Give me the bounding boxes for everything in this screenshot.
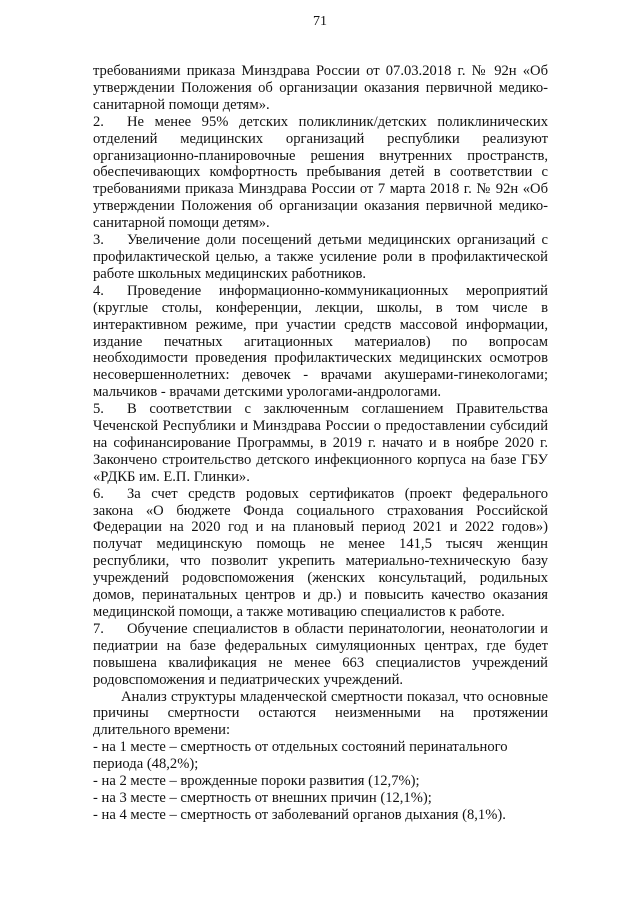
item-number: 4. — [93, 282, 104, 299]
list-item-3 — [93, 232, 548, 283]
item-text: За счет средств родовых сертификатов (проект федерального закона «О бюджете Фонда социального страхования Российской Федерации на 2020 год и на плановый период 2021 и 2022 годов») получат медицинскую помощь не менее 141,5 тысяч женщин республики, что позволит укрепить материально-техническую базу учреждений родовспоможения (женских консультаций, родильных домов, перинатальных центров и др.) и повысить качество оказания медицинской помощи, а также мотивацию специалистов к работе. — [93, 485, 548, 620]
item-number: 3. — [93, 232, 104, 249]
cause-line-3: - на 3 месте – смертность от внешних причин (12,1%); — [93, 789, 432, 806]
item-number: 7. — [93, 620, 104, 637]
cause-line-1: - на 1 месте – смертность от отдельных состояний перинатального периода (48,2%); — [93, 739, 508, 773]
item-text: В соответствии с заключенным соглашением Правительства Чеченской Республики и Минздрава России о предоставлении субсидий на софинансирование Программы, в 2019 г. начато и в ноябре 2020 г. Закончено строительство детского инфекционного корпуса на базе ГБУ «РДКБ им. Е.П. Глинки». — [93, 401, 548, 485]
list-item-5 — [93, 401, 548, 486]
item-number: 5. — [93, 401, 104, 418]
list-item-7 — [93, 621, 548, 689]
list-item-2 — [93, 114, 548, 232]
item-text: требованиями приказа Минздрава России от 07.03.2018 г. № 92н «Об утверждении Положения об организации оказания первичной медико-санитарной помощи детям». — [93, 63, 548, 113]
list-item-continuation — [93, 63, 548, 114]
page-content — [93, 63, 548, 824]
item-text: Не менее 95% детских поликлиник/детских поликлинических отделений медицинских организаций республики реализуют организационно-планировочные решения внутренних пространств, обеспечивающих комфортность пребывания детей в соответствии с требованиями приказа Минздрава России от 7 марта 2018 г. № 92н «Об утверждении Положения об организации оказания первичной медико-санитарной помощи детям». — [93, 113, 548, 232]
list-item-6 — [93, 486, 548, 621]
item-number: 6. — [93, 485, 104, 502]
list-item-4 — [93, 283, 548, 401]
item-number: 2. — [93, 113, 104, 130]
analysis-paragraph: Анализ структуры младенческой смертности показал, что основные причины смертности остаются неизменными на протяжении длительного времени: — [93, 688, 548, 739]
page-number: 71 — [313, 14, 327, 29]
item-text: Проведение информационно-коммуникационных мероприятий (круглые столы, конференции, лекции, школы, в том числе в интерактивном режиме, при участии средств массовой информации, издание печатных агитационных материалов) по вопросам необходимости проведения профилактических медицинских осмотров несовершеннолетних: девочек - врачами акушерами-гинекологами; мальчиков - врачами детскими урологами-андрологами. — [93, 282, 548, 401]
item-text: Обучение специалистов в области перинатологии, неонатологии и педиатрии на базе федеральных симуляционных центрах, где будет повышена квалификация не менее 663 специалистов учреждений родовспоможения и педиатрических учреждений. — [93, 620, 548, 688]
cause-line-2: - на 2 месте – врожденные пороки развития (12,7%); — [93, 773, 420, 790]
cause-line-4: - на 4 месте – смертность от заболеваний органов дыхания (8,1%). — [93, 806, 506, 823]
item-text: Увеличение доли посещений детьми медицинских организаций с профилактической целью, а также усиление роли в профилактической работе школьных медицинских работников. — [93, 232, 548, 282]
